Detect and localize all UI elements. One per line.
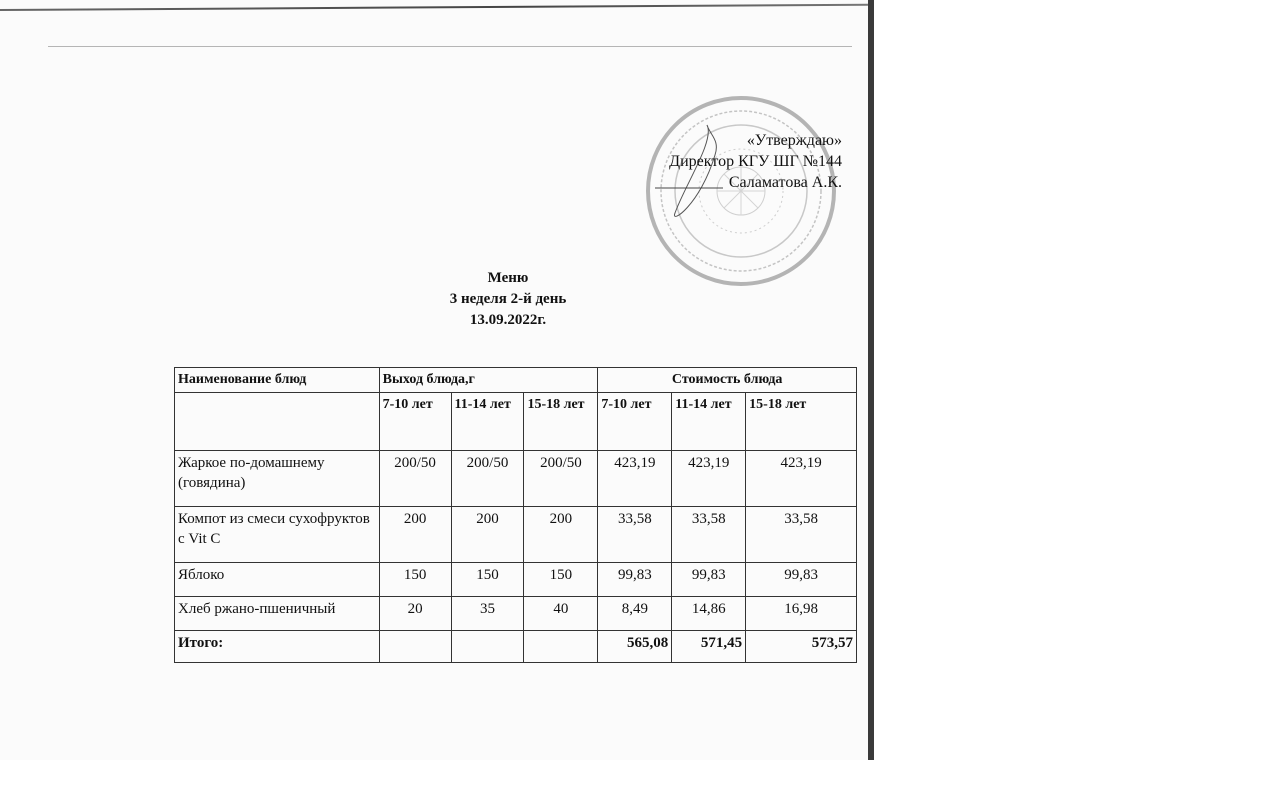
menu-title — [340, 268, 676, 331]
dish-name: Хлеб ржано-пшеничный — [175, 597, 380, 631]
total-label: Итого: — [175, 631, 380, 663]
title-week-day: 3 неделя 2-й день — [449, 291, 567, 307]
approval-signatory: Саламатова А.К. — [728, 174, 842, 191]
table-row — [175, 507, 857, 563]
yield-cell: 150 — [379, 563, 451, 597]
yield-cell: 40 — [524, 597, 598, 631]
cost-cell: 99,83 — [672, 563, 746, 597]
table-age-row — [175, 393, 857, 451]
scan-header-line — [48, 46, 852, 47]
yield-cell: 200/50 — [524, 451, 598, 507]
approval-position: Директор КГУ ШГ №144 — [669, 153, 842, 170]
scan-edge-line — [0, 4, 868, 11]
approval-block — [669, 130, 842, 193]
yield-cell: 200/50 — [451, 451, 524, 507]
header-dish-name: Наименование блюд — [175, 368, 380, 393]
cost-cell: 33,58 — [746, 507, 857, 563]
header-cost: Стоимость блюда — [598, 368, 857, 393]
header-age: 11-14 лет — [451, 393, 524, 451]
cost-cell: 33,58 — [598, 507, 672, 563]
yield-cell: 150 — [451, 563, 524, 597]
total-cost-cell: 571,45 — [672, 631, 746, 663]
yield-cell: 200 — [524, 507, 598, 563]
yield-cell: 35 — [451, 597, 524, 631]
yield-cell: 20 — [379, 597, 451, 631]
cost-cell: 14,86 — [672, 597, 746, 631]
cost-cell: 8,49 — [598, 597, 672, 631]
header-age: 15-18 лет — [746, 393, 857, 451]
cost-cell: 423,19 — [598, 451, 672, 507]
total-cell — [451, 631, 524, 663]
yield-cell: 200 — [451, 507, 524, 563]
header-age: 7-10 лет — [379, 393, 451, 451]
cost-cell: 33,58 — [672, 507, 746, 563]
header-age: 15-18 лет — [524, 393, 598, 451]
menu-table — [174, 367, 857, 663]
total-cost-cell: 565,08 — [598, 631, 672, 663]
header-age: 11-14 лет — [672, 393, 746, 451]
header-empty-cell — [175, 393, 380, 451]
cost-cell: 99,83 — [598, 563, 672, 597]
table-row — [175, 451, 857, 507]
header-yield: Выход блюда,г — [379, 368, 598, 393]
yield-cell: 200 — [379, 507, 451, 563]
title-date: 13.09.2022г. — [469, 312, 547, 328]
dish-name: Яблоко — [175, 563, 380, 597]
cost-cell: 16,98 — [746, 597, 857, 631]
table-row — [175, 597, 857, 631]
approval-heading: «Утверждаю» — [746, 132, 842, 149]
dish-name: Компот из смеси сухофруктов с Vit C — [175, 507, 380, 563]
cost-cell: 423,19 — [672, 451, 746, 507]
table-row — [175, 563, 857, 597]
header-age: 7-10 лет — [598, 393, 672, 451]
cost-cell: 423,19 — [746, 451, 857, 507]
cost-cell: 99,83 — [746, 563, 857, 597]
total-cell — [379, 631, 451, 663]
total-cost-cell: 573,57 — [746, 631, 857, 663]
yield-cell: 200/50 — [379, 451, 451, 507]
table-total-row — [175, 631, 857, 663]
table-header-row — [175, 368, 857, 393]
yield-cell: 150 — [524, 563, 598, 597]
total-cell — [524, 631, 598, 663]
dish-name: Жаркое по-домашнему (говядина) — [175, 451, 380, 507]
title-main: Меню — [487, 270, 529, 286]
